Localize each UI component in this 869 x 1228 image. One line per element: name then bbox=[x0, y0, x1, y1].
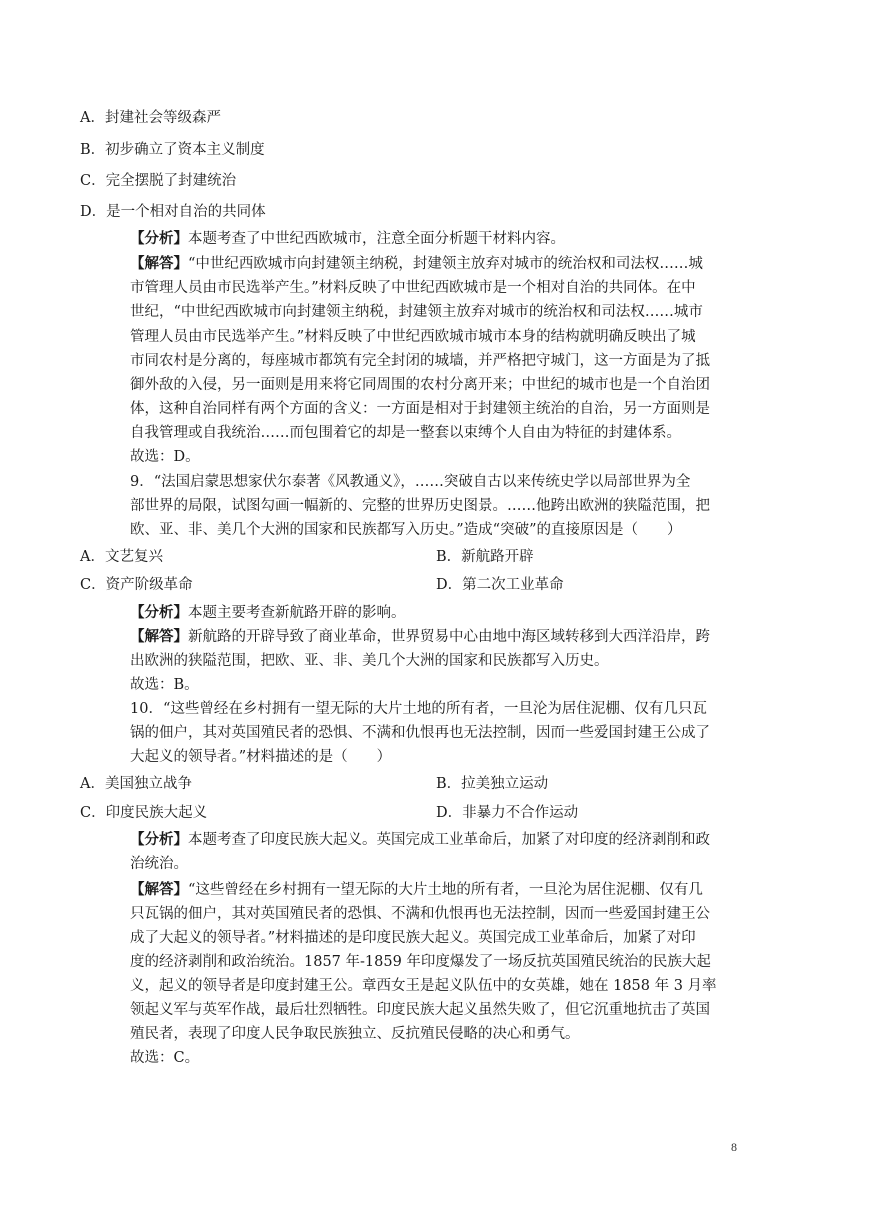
q8-option-d: D．是一个相对自治的共同体 bbox=[80, 204, 266, 220]
q10-answer-line-7: 殖民者，表现了印度人民争取民族独立、反抗殖民侵略的决心和勇气。 bbox=[130, 1026, 580, 1042]
q8-answer-line-7: 体，这种自治同样有两个方面的含义：一方面是相对于封建领主统治的自治，另一方面则是 bbox=[130, 401, 710, 417]
q9-answer-line-2: 出欧洲的狭隘范围，把欧、亚、非、美几个大洲的国家和民族都写入历史。 bbox=[130, 653, 609, 669]
q10-answer-line-4: 度的经济剥削和政治统治。1857 年-1859 年印度爆发了一场反抗英国殖民统治的民族大起 bbox=[130, 954, 711, 970]
q10-option-a: A．美国独立战争 bbox=[80, 776, 192, 792]
q10-stem-line-1: 10．“这些曾经在乡村拥有一望无际的大片土地的所有者，一旦沦为居住泥棚、仅有几只瓦 bbox=[130, 701, 707, 717]
q8-option-a: A．封建社会等级森严 bbox=[80, 110, 221, 126]
q10-stem-line-3: 大起义的领导者。”材料描述的是（ ） bbox=[130, 749, 392, 765]
answer-tag: 【解答】 bbox=[130, 628, 188, 645]
q9-analysis bbox=[130, 603, 406, 623]
answer-text: “中世纪西欧城市向封建领主纳税，封建领主放弃对城市的统治权和司法权……城 bbox=[188, 256, 703, 272]
q8-option-b: B．初步确立了资本主义制度 bbox=[80, 142, 265, 158]
q10-choice: 故选：C。 bbox=[130, 1050, 200, 1066]
q8-choice: 故选：D。 bbox=[130, 449, 200, 465]
q10-analysis-line-1 bbox=[130, 830, 710, 850]
q10-option-b: B．拉美独立运动 bbox=[436, 776, 549, 792]
q8-answer-line-8: 自我管理或自我统治……而包围着它的却是一整套以束缚个人自由为特征的封建体系。 bbox=[130, 425, 681, 441]
analysis-text: 本题主要考查新航路开辟的影响。 bbox=[188, 605, 406, 621]
answer-text: “这些曾经在乡村拥有一望无际的大片土地的所有者，一旦沦为居住泥棚、仅有几 bbox=[188, 882, 703, 898]
q10-answer-line-2: 只瓦锅的佃户，其对英国殖民者的恐惧、不满和仇恨再也无法控制，因而一些爱国封建王公 bbox=[130, 906, 710, 922]
q8-answer-line-4: 管理人员由市民选举产生。”材料反映了中世纪西欧城市城市本身的结构就明确反映出了城 bbox=[130, 329, 696, 345]
analysis-text: 本题考查了中世纪西欧城市，注意全面分析题干材料内容。 bbox=[188, 231, 565, 247]
q8-answer-line-2: 市管理人员由市民选举产生。”材料反映了中世纪西欧城市是一个相对自治的共同体。在中 bbox=[130, 280, 696, 296]
q8-answer-line-1 bbox=[130, 254, 703, 274]
q9-answer-line-1 bbox=[130, 627, 710, 647]
q8-answer-line-3: 世纪，“中世纪西欧城市向封建领主纳税，封建领主放弃对城市的统治权和司法权……城市 bbox=[130, 304, 703, 320]
answer-tag: 【解答】 bbox=[130, 255, 188, 272]
q9-stem-line-1: 9．“法国启蒙思想家伏尔泰著《风教通义》，……突破自古以来传统史学以局部世界为全 bbox=[130, 474, 691, 490]
q10-answer-line-3: 成了大起义的领导者。”材料描述的是印度民族大起义。英国完成工业革命后，加紧了对印 bbox=[130, 930, 696, 946]
q9-choice: 故选：B。 bbox=[130, 677, 199, 693]
q10-option-d: D．非暴力不合作运动 bbox=[436, 805, 579, 821]
q10-stem-line-2: 锅的佃户，其对英国殖民者的恐惧、不满和仇恨再也无法控制，因而一些爱国封建王公成了 bbox=[130, 725, 710, 741]
q9-option-d: D．第二次工业革命 bbox=[436, 577, 564, 593]
q9-option-c: C．资产阶级革命 bbox=[80, 577, 193, 593]
analysis-tag: 【分析】 bbox=[130, 831, 188, 848]
q10-answer-line-1 bbox=[130, 880, 703, 900]
q8-answer-line-5: 市同农村是分离的，每座城市都筑有完全封闭的城墙，并严格把守城门，这一方面是为了抵 bbox=[130, 353, 710, 369]
analysis-tag: 【分析】 bbox=[130, 230, 188, 247]
analysis-text: 本题考查了印度民族大起义。英国完成工业革命后，加紧了对印度的经济剥削和政 bbox=[188, 832, 710, 848]
analysis-tag: 【分析】 bbox=[130, 604, 188, 621]
q9-option-a: A．文艺复兴 bbox=[80, 549, 163, 565]
answer-text: 新航路的开辟导致了商业革命，世界贸易中心由地中海区域转移到大西洋沿岸，跨 bbox=[188, 629, 710, 645]
q10-answer-line-5: 义，起义的领导者是印度封建王公。章西女王是起义队伍中的女英雄，她在 1858 年 3 月率 bbox=[130, 978, 717, 994]
page-number: 8 bbox=[731, 1140, 737, 1154]
q10-analysis-line-2: 治统治。 bbox=[130, 856, 188, 872]
q9-option-b: B．新航路开辟 bbox=[436, 549, 534, 565]
q8-analysis bbox=[130, 229, 565, 249]
q9-stem-line-2: 部世界的局限，试图勾画一幅新的、完整的世界历史图景。……他跨出欧洲的狭隘范围，把 bbox=[130, 498, 710, 514]
q9-stem-line-3: 欧、亚、非、美几个大洲的国家和民族都写入历史。”造成“突破”的直接原因是（ ） bbox=[130, 522, 682, 538]
q8-option-c: C．完全摆脱了封建统治 bbox=[80, 173, 237, 189]
q10-option-c: C．印度民族大起义 bbox=[80, 805, 208, 821]
answer-tag: 【解答】 bbox=[130, 881, 188, 898]
q8-answer-line-6: 御外敌的入侵，另一面则是用来将它同周围的农村分离开来；中世纪的城市也是一个自治团 bbox=[130, 377, 710, 393]
q10-answer-line-6: 领起义军与英军作战，最后壮烈牺牲。印度民族大起义虽然失败了，但它沉重地抗击了英国 bbox=[130, 1002, 710, 1018]
